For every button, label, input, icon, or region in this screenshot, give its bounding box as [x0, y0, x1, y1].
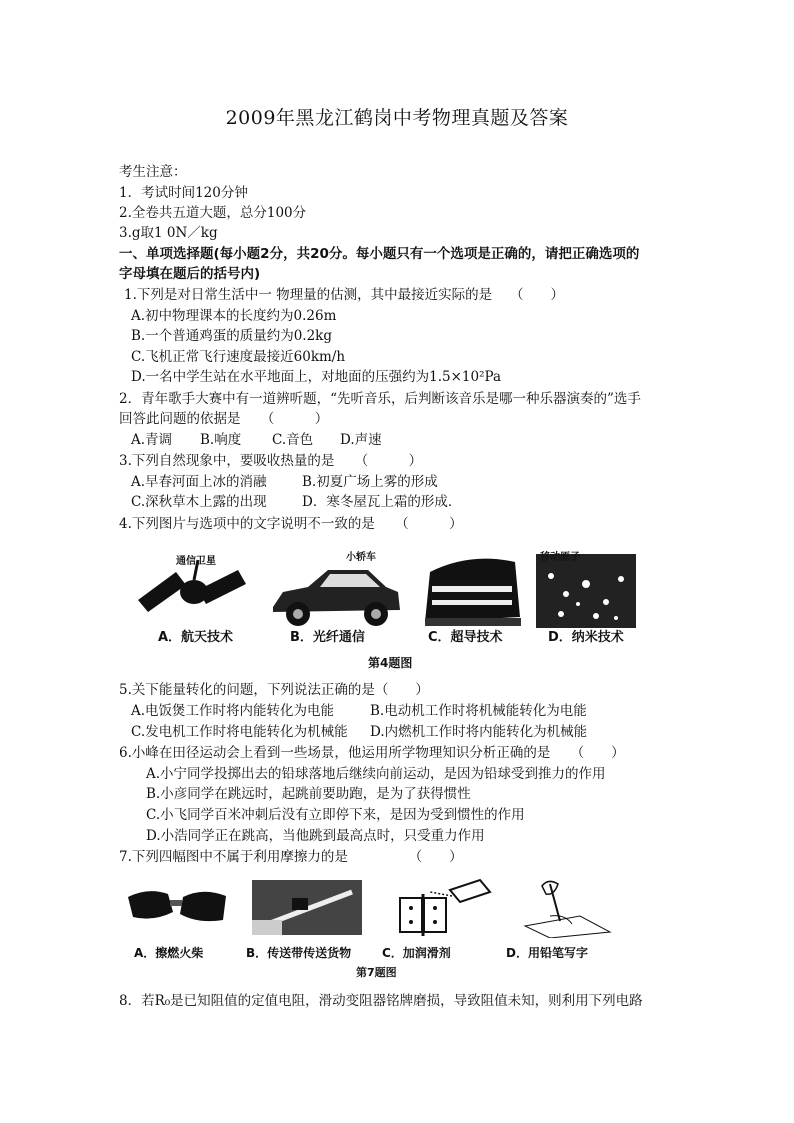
car-illustration	[268, 562, 403, 630]
match-illustration	[128, 882, 228, 932]
option: D.一名中学生站在水平地面上，对地面的压强约为1.5×10²Pa	[131, 369, 502, 385]
option: A.小宁同学投掷出去的铅球落地后继续向前运动，是因为铅球受到推力的作用	[146, 766, 606, 782]
question-stem: 1.下列是对日常生活中一 物理量的估测，其中最接近实际的是 （ ）	[124, 287, 564, 303]
option: B.初夏广场上雾的形成	[302, 474, 438, 490]
question-stem: 2．青年歌手大赛中有一道辨听题，“先听音乐，后判断该音乐是哪一种乐器演奏的”选手	[119, 391, 641, 407]
option: D.声速	[340, 432, 382, 448]
figure-label: 小轿车	[346, 552, 376, 563]
nano-illustration	[536, 554, 636, 628]
option: C.小飞同学百米冲刺后没有立即停下来，是因为受到惯性的作用	[146, 807, 525, 823]
option: A.电饭煲工作时将内能转化为电能	[131, 703, 335, 719]
figure-caption: C．加润滑剂	[382, 946, 451, 960]
figure-caption: B．光纤通信	[290, 630, 365, 645]
figure-caption: D．纳米技术	[548, 630, 624, 645]
figure-caption: D．用铅笔写字	[506, 946, 588, 960]
figure-title: 第7题图	[356, 966, 397, 979]
figure-q7	[120, 872, 620, 982]
notice-heading: 考生注意：	[119, 164, 187, 180]
conveyor-illustration	[252, 880, 362, 935]
question-stem: 回答此问题的依据是 （ ）	[119, 411, 329, 427]
option: A.青调	[131, 432, 173, 448]
option: B.响度	[200, 432, 242, 448]
question-stem: 4.下列图片与选项中的文字说明不一致的是 （ ）	[119, 516, 463, 532]
notice-item: 3.g取1 0N／kg	[119, 225, 218, 241]
figure-label: 通信卫星	[176, 556, 216, 567]
option: A.早春河面上冰的消融	[131, 474, 267, 490]
option: A.初中物理课本的长度约为0.26m	[131, 308, 337, 324]
figure-caption: A．擦燃火柴	[134, 946, 204, 960]
option: D．寒冬屋瓦上霜的形成．	[302, 494, 462, 510]
option: C.深秋草木上露的出现	[131, 494, 267, 510]
figure-caption: A．航天技术	[158, 630, 234, 645]
option: C.飞机正常飞行速度最接近60km/h	[131, 349, 346, 365]
option: B.电动机工作时将机械能转化为电能	[370, 703, 587, 719]
option: B.小彦同学在跳远时，起跳前要助跑，是为了获得惯性	[146, 786, 471, 802]
option: C.音色	[272, 432, 314, 448]
pencil-illustration	[520, 876, 615, 938]
figure-label: 移动原子	[540, 552, 580, 563]
question-stem: 6.小峰在田径运动会上看到一些场景，他运用所学物理知识分析正确的是 （ ）	[119, 745, 625, 761]
section-heading: 一、单项选择题(每小题2分，共20分。每小题只有一个选项是正确的，请把正确选项的	[119, 246, 640, 262]
question-stem: 3.下列自然现象中，要吸收热量的是 （ ）	[119, 453, 423, 469]
option: D.小浩同学正在跳高，当他跳到最高点时，只受重力作用	[146, 828, 485, 844]
figure-title: 第4题图	[368, 656, 413, 670]
hinge-illustration	[390, 878, 500, 938]
figure-caption: C．超导技术	[428, 630, 503, 645]
option: B.一个普通鸡蛋的质量约为0.2kg	[131, 328, 333, 344]
question-stem: 7.下列四幅图中不属于利用摩擦力的是 （ ）	[119, 849, 463, 865]
notice-item: 2.全卷共五道大题，总分100分	[119, 205, 307, 221]
page-title: 2009年黑龙江鹤岗中考物理真题及答案	[225, 107, 569, 129]
option: C.发电机工作时将电能转化为机械能	[131, 724, 348, 740]
figure-caption: B．传送带传送货物	[246, 946, 352, 960]
question-stem: 5.关下能量转化的问题，下列说法正确的是（ ）	[119, 682, 429, 698]
option: D.内燃机工作时将内能转化为机械能	[370, 724, 588, 740]
question-stem: 8．若R₀是已知阻值的定值电阻，滑动变阻器铭牌磨损，导致阻值未知，则利用下列电路	[119, 993, 643, 1009]
figure-q4	[128, 540, 648, 675]
train-illustration	[420, 552, 525, 630]
section-heading: 字母填在题后的括号内)	[119, 266, 261, 282]
notice-item: 1．考试时间120分钟	[119, 185, 248, 201]
